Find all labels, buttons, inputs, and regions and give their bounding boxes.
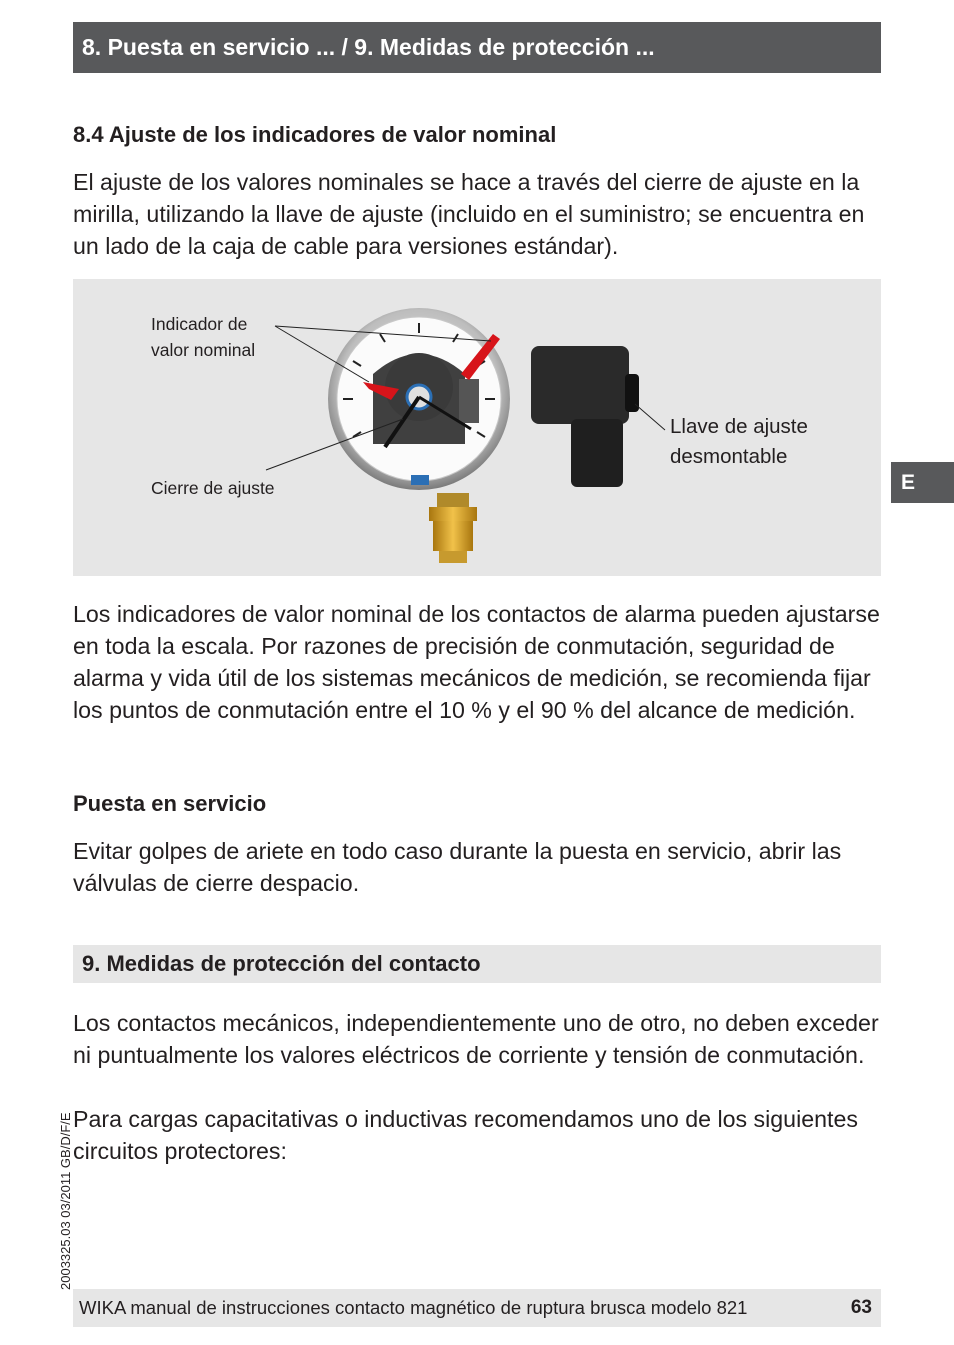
label-setpoint-indicator: Indicador de valor nominal bbox=[151, 314, 256, 360]
header-title: 8. Puesta en servicio ... / 9. Medidas de protección ... bbox=[82, 34, 655, 60]
section-heading-9: 9. Medidas de protección del contacto bbox=[82, 951, 481, 976]
cable-box bbox=[531, 346, 639, 487]
paragraph-contact-limits: Los contactos mecánicos, independientemente uno de otro, no deben exceder ni puntualmente los valores eléctricos de corriente y tensión de conmutación. bbox=[73, 1010, 879, 1068]
label-adjustment-lock: Cierre de ajuste bbox=[151, 478, 275, 498]
label-removable-key: Llave de ajuste desmontable bbox=[670, 415, 808, 468]
section-bar-9 bbox=[73, 945, 881, 983]
commissioning-heading: Puesta en servicio bbox=[73, 791, 267, 816]
language-tab-label: E bbox=[901, 471, 916, 494]
footer-bar bbox=[73, 1289, 881, 1327]
gauge-figure bbox=[73, 279, 881, 576]
paragraph-commissioning: Evitar golpes de ariete en todo caso durante la puesta en servicio, abrir las válvulas de cierre despacio. bbox=[73, 838, 842, 896]
footer-text: WIKA manual de instrucciones contacto magnético de ruptura brusca modelo 821 bbox=[79, 1297, 748, 1318]
document-code: 2003325.03 03/2011 GB/D/F/E bbox=[58, 1112, 73, 1290]
paragraph-setpoint-range: Los indicadores de valor nominal de los contactos de alarma pueden ajustarse en toda la escala. Por razones de precisión de conmutación, seguridad de alarma y vida útil de los sistemas mecánicos de medición, se recomienda fijar los puntos de conmutación entre el 10 % y el 90 % del alcance de medición. bbox=[73, 601, 880, 723]
paragraph-adjustment: El ajuste de los valores nominales se hace a través del cierre de ajuste en la mirilla, utilizando la llave de ajuste (incluido en el suministro; se encuentra en un lado de la caja de cable para versiones estándar). bbox=[73, 169, 865, 259]
section-heading-8-4: 8.4 Ajuste de los indicadores de valor nominal bbox=[73, 122, 557, 147]
page-number: 63 bbox=[850, 1297, 872, 1318]
gauge-body bbox=[328, 308, 510, 490]
pressure-connection bbox=[429, 493, 477, 563]
paragraph-protective-circuits: Para cargas capacitativas o inductivas recomendamos uno de los siguientes circuitos protectores: bbox=[73, 1106, 858, 1164]
header-bar bbox=[73, 22, 881, 73]
language-tab bbox=[891, 462, 954, 503]
